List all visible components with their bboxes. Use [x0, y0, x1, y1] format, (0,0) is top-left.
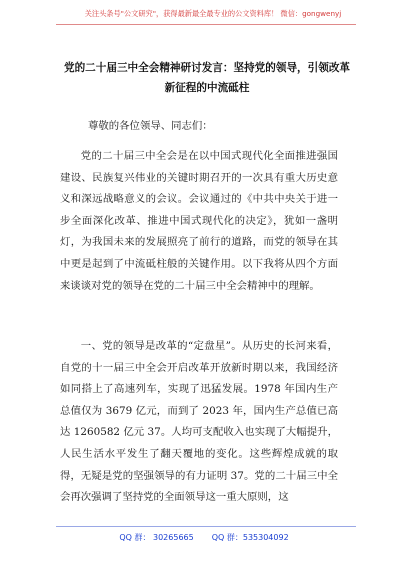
footer-contacts [0, 532, 408, 543]
header-notice: 关注头条号"公文研究"，获得最新最全最专业的公文资料库！ 微信：gongwenyj [84, 9, 342, 18]
paragraph-section-one: 一、党的领导是改革的“定盘星”。从历史的长河来看，自党的十一届三中全会开启改革开放新时期以来，我国经济如同搭上了高速列车，实现了迅猛发展。1978 年国内生产总值仅为 3679 亿元，而到了 2023 年，国内生产总值已高达 1260582 亿元 37。人均可支配收入也实现了大幅提升，人民生活水平发生了翻天覆地的变化。这些辉煌成就的取得，无疑是党的坚强领导的有力证明 37。党的二十届三中全会再次强调了坚持党的全面领导这一重大原则，这 [60, 340, 338, 504]
paragraph-intro: 党的二十届三中全会是在以中国式现代化全面推进强国建设、民族复兴伟业的关键时期召开的一次具有重大历史意义和深远战略意义的会议。会议通过的《中共中央关于进一步全面深化改革、推进中国式现代化的决定》，犹如一盏明灯，为我国未来的发展照亮了前行的道路，而党的领导在其中更是起到了中流砥柱般的关键作用。以下我将从四个方面来谈谈对党的领导在党的二十届三中全会精神中的理解。 [60, 150, 338, 292]
header-divider [56, 24, 356, 25]
footer-divider [56, 526, 356, 527]
footer-qq-group-2: QQ 群：535304092 [211, 533, 289, 542]
salutation: 尊敬的各位领导、同志们： [88, 120, 213, 132]
document-title: 党的二十届三中全会精神研讨发言：坚持党的领导，引领改革新征程的中流砥柱 [63, 62, 351, 94]
footer-qq-group-1: QQ 群： 30265665 [119, 533, 194, 542]
